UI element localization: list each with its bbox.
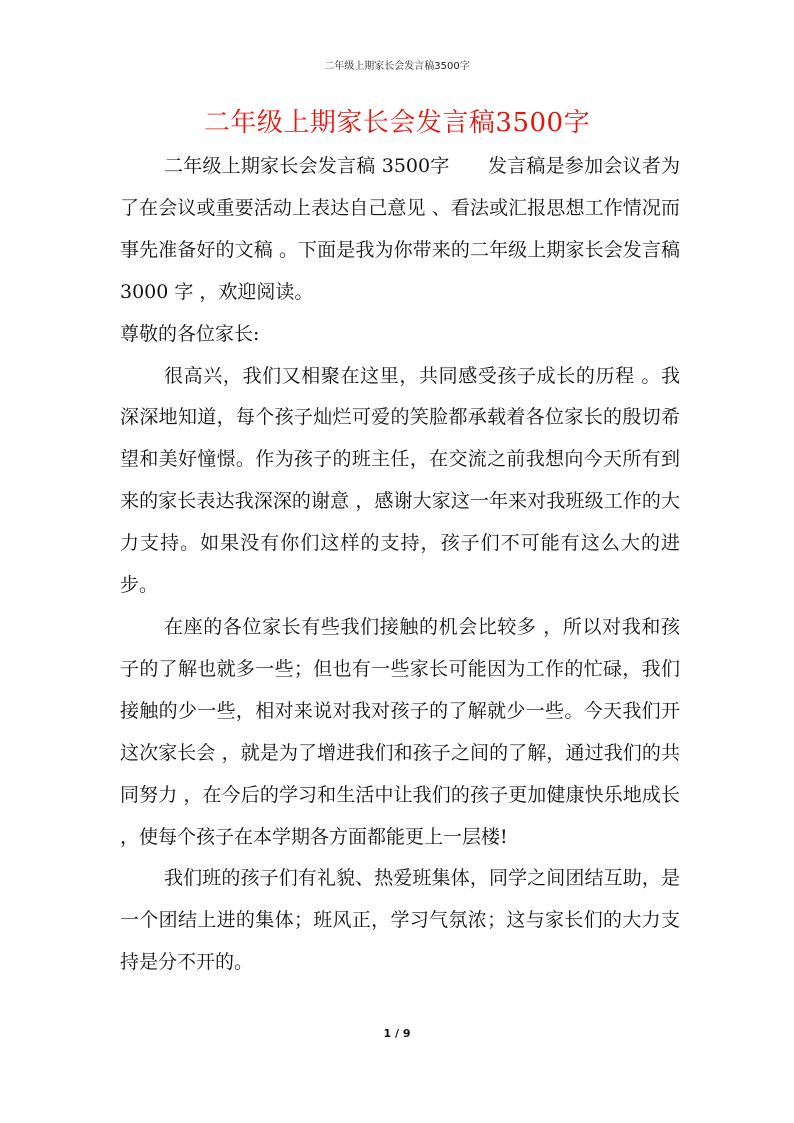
body-paragraph-1: 很高兴，我们又相聚在这里，共同感受孩子成长的历程 。我深深地知道，每个孩子灿烂可爱的笑脸都承载着各位家长的殷切希望和美好憧憬。作为孩子的班主任，在交流之前我想向今天所有到来的家长表达我深深的谢意 ，感谢大家这一年来对我班级工作的大力支持。如果没有你们这样的支持，孩子们不可能有这么大的进步。: [120, 364, 680, 597]
document-title: 二年级上期家长会发言稿3500字: [203, 108, 591, 138]
body-paragraph-3: 我们班的孩子们有礼貌、热爱班集体，同学之间团结互助，是一个团结上进的集体；班风正，学习气氛浓；这与家长们的大力支持是分不开的。: [120, 867, 680, 974]
running-header: 二年级上期家长会发言稿3500字: [324, 61, 470, 72]
salutation: 尊敬的各位家长:: [120, 322, 260, 345]
intro-paragraph: 二年级上期家长会发言稿 3500字 发言稿是参加会议者为了在会议或重要活动上表达自己意见 、看法或汇报思想工作情况而事先准备好的文稿 。下面是我为你带来的二年级上期家长会发言稿 3000 字 ，欢迎阅读。: [120, 155, 680, 303]
document-body: [120, 146, 680, 984]
body-paragraph-2: 在座的各位家长有些我们接触的机会比较多 ，所以对我和孩子的了解也就多一些；但也有一些家长可能因为工作的忙碌，我们接触的少一些，相对来说对我对孩子的了解就少一些。今天我们开这次家长会 ，就是为了增进我们和孩子之间的了解，通过我们的共同努力 ，在今后的学习和生活中让我们的孩子更加健康快乐地成长 ，使每个孩子在本学期各方面都能更上一层楼!: [120, 615, 680, 848]
page-number: 1 / 9: [383, 1027, 411, 1040]
